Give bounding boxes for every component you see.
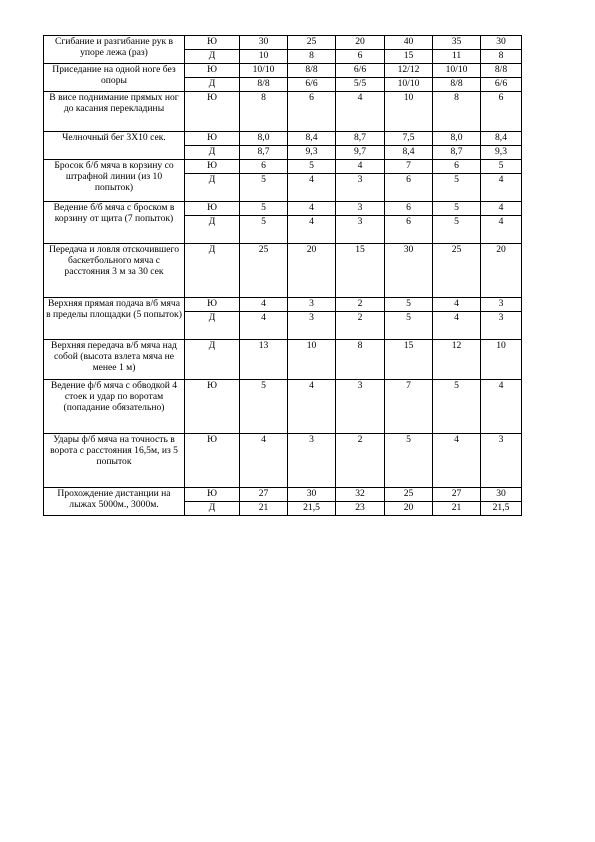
value-cell: 8: [433, 92, 481, 132]
value-cell: 4: [288, 202, 336, 216]
gender-cell: Ю: [185, 380, 240, 434]
gender-cell: Ю: [185, 298, 240, 312]
value-cell: 6/6: [336, 64, 385, 78]
value-cell: 6: [433, 160, 481, 174]
value-cell: 8/8: [288, 64, 336, 78]
value-cell: 8,0: [240, 132, 288, 146]
value-cell: 3: [288, 298, 336, 312]
value-cell: 30: [288, 488, 336, 502]
value-cell: 5: [481, 160, 522, 174]
value-cell: 6: [385, 216, 433, 244]
table-row: [44, 202, 522, 216]
table-row: [44, 244, 522, 298]
value-cell: 4: [481, 216, 522, 244]
table-row: [44, 340, 522, 380]
value-cell: 8,0: [433, 132, 481, 146]
value-cell: 25: [288, 36, 336, 50]
value-cell: 15: [385, 50, 433, 64]
value-cell: 8: [240, 92, 288, 132]
value-cell: 4: [240, 312, 288, 340]
exercise-name-cell: Верхняя передача в/б мяча над собой (высота взлета мяча не менее 1 м): [44, 340, 185, 380]
standards-table: [43, 35, 522, 516]
value-cell: 8,7: [433, 146, 481, 160]
value-cell: 20: [336, 36, 385, 50]
value-cell: 9,3: [481, 146, 522, 160]
value-cell: 8/8: [240, 78, 288, 92]
value-cell: 10: [481, 340, 522, 380]
value-cell: 8,4: [288, 132, 336, 146]
value-cell: 25: [433, 244, 481, 298]
gender-cell: Ю: [185, 160, 240, 174]
value-cell: 6/6: [288, 78, 336, 92]
value-cell: 6: [385, 174, 433, 202]
value-cell: 4: [433, 312, 481, 340]
value-cell: 4: [288, 174, 336, 202]
value-cell: 8,4: [481, 132, 522, 146]
value-cell: 15: [336, 244, 385, 298]
value-cell: 7,5: [385, 132, 433, 146]
value-cell: 4: [481, 174, 522, 202]
value-cell: 10/10: [240, 64, 288, 78]
exercise-name-cell: Приседание на одной ноге без опоры: [44, 64, 185, 92]
value-cell: 25: [385, 488, 433, 502]
table-row: [44, 36, 522, 50]
value-cell: 5: [240, 380, 288, 434]
value-cell: 9,7: [336, 146, 385, 160]
value-cell: 13: [240, 340, 288, 380]
gender-cell: Д: [185, 340, 240, 380]
value-cell: 40: [385, 36, 433, 50]
exercise-name-cell: Бросок б/б мяча в корзину со штрафной линии (из 10 попыток): [44, 160, 185, 202]
value-cell: 8/8: [433, 78, 481, 92]
value-cell: 20: [288, 244, 336, 298]
standards-table-body: [44, 36, 522, 516]
value-cell: 6: [336, 50, 385, 64]
value-cell: 3: [481, 312, 522, 340]
gender-cell: Ю: [185, 92, 240, 132]
value-cell: 3: [336, 216, 385, 244]
value-cell: 5/5: [336, 78, 385, 92]
value-cell: 6: [385, 202, 433, 216]
value-cell: 3: [481, 298, 522, 312]
table-row: [44, 434, 522, 488]
gender-cell: Д: [185, 146, 240, 160]
value-cell: 10/10: [433, 64, 481, 78]
value-cell: 4: [481, 380, 522, 434]
value-cell: 32: [336, 488, 385, 502]
value-cell: 5: [385, 312, 433, 340]
value-cell: 23: [336, 502, 385, 516]
value-cell: 8,4: [385, 146, 433, 160]
value-cell: 5: [240, 202, 288, 216]
table-row: [44, 488, 522, 502]
value-cell: 4: [433, 298, 481, 312]
value-cell: 8/8: [481, 64, 522, 78]
value-cell: 12/12: [385, 64, 433, 78]
value-cell: 6: [240, 160, 288, 174]
value-cell: 2: [336, 298, 385, 312]
exercise-name-cell: Ведение б/б мяча с броском в корзину от щита (7 попыток): [44, 202, 185, 244]
gender-cell: Д: [185, 174, 240, 202]
value-cell: 27: [240, 488, 288, 502]
gender-cell: Ю: [185, 202, 240, 216]
value-cell: 4: [240, 434, 288, 488]
value-cell: 2: [336, 312, 385, 340]
exercise-name-cell: Прохождение дистанции на лыжах 5000м., 3000м.: [44, 488, 185, 516]
value-cell: 15: [385, 340, 433, 380]
value-cell: 20: [385, 502, 433, 516]
value-cell: 6: [481, 92, 522, 132]
gender-cell: Д: [185, 244, 240, 298]
exercise-name-cell: Сгибание и разгибание рук в упоре лежа (раз): [44, 36, 185, 64]
exercise-name-cell: Ведение ф/б мяча с обводкой 4 стоек и удар по воротам (попадание обязательно): [44, 380, 185, 434]
value-cell: 4: [288, 216, 336, 244]
value-cell: 4: [336, 160, 385, 174]
value-cell: 30: [385, 244, 433, 298]
value-cell: 5: [433, 174, 481, 202]
value-cell: 3: [481, 434, 522, 488]
exercise-name-cell: Удары ф/б мяча на точность в ворота с расстояния 16,5м, из 5 попыток: [44, 434, 185, 488]
gender-cell: Д: [185, 78, 240, 92]
value-cell: 5: [288, 160, 336, 174]
value-cell: 3: [336, 202, 385, 216]
value-cell: 5: [433, 380, 481, 434]
value-cell: 4: [240, 298, 288, 312]
table-row: [44, 92, 522, 132]
value-cell: 21: [433, 502, 481, 516]
value-cell: 35: [433, 36, 481, 50]
table-row: [44, 380, 522, 434]
gender-cell: Д: [185, 502, 240, 516]
value-cell: 21,5: [481, 502, 522, 516]
value-cell: 9,3: [288, 146, 336, 160]
value-cell: 4: [288, 380, 336, 434]
gender-cell: Д: [185, 312, 240, 340]
value-cell: 8: [336, 340, 385, 380]
value-cell: 25: [240, 244, 288, 298]
value-cell: 30: [240, 36, 288, 50]
exercise-name-cell: Верхняя прямая подача в/б мяча в пределы площадки (5 попыток): [44, 298, 185, 340]
value-cell: 5: [385, 434, 433, 488]
value-cell: 5: [385, 298, 433, 312]
value-cell: 21,5: [288, 502, 336, 516]
value-cell: 3: [288, 312, 336, 340]
value-cell: 2: [336, 434, 385, 488]
gender-cell: Д: [185, 216, 240, 244]
value-cell: 5: [433, 216, 481, 244]
value-cell: 11: [433, 50, 481, 64]
value-cell: 30: [481, 488, 522, 502]
table-row: [44, 64, 522, 78]
gender-cell: Ю: [185, 132, 240, 146]
value-cell: 3: [336, 380, 385, 434]
value-cell: 10: [288, 340, 336, 380]
value-cell: 5: [433, 202, 481, 216]
value-cell: 10: [385, 92, 433, 132]
value-cell: 8,7: [336, 132, 385, 146]
value-cell: 7: [385, 160, 433, 174]
gender-cell: Д: [185, 50, 240, 64]
value-cell: 8: [288, 50, 336, 64]
value-cell: 4: [433, 434, 481, 488]
value-cell: 10: [240, 50, 288, 64]
value-cell: 30: [481, 36, 522, 50]
gender-cell: Ю: [185, 36, 240, 50]
value-cell: 3: [336, 174, 385, 202]
value-cell: 4: [481, 202, 522, 216]
value-cell: 20: [481, 244, 522, 298]
value-cell: 4: [336, 92, 385, 132]
value-cell: 8,7: [240, 146, 288, 160]
value-cell: 3: [288, 434, 336, 488]
table-row: [44, 298, 522, 312]
value-cell: 6/6: [481, 78, 522, 92]
value-cell: 12: [433, 340, 481, 380]
gender-cell: Ю: [185, 488, 240, 502]
value-cell: 6: [288, 92, 336, 132]
value-cell: 7: [385, 380, 433, 434]
value-cell: 8: [481, 50, 522, 64]
table-row: [44, 160, 522, 174]
value-cell: 21: [240, 502, 288, 516]
exercise-name-cell: Передача и ловля отскочившего баскетбольного мяча с расстояния 3 м за 30 сек: [44, 244, 185, 298]
value-cell: 5: [240, 174, 288, 202]
value-cell: 27: [433, 488, 481, 502]
exercise-name-cell: В висе поднимание прямых ног до касания перекладины: [44, 92, 185, 132]
gender-cell: Ю: [185, 434, 240, 488]
exercise-name-cell: Челночный бег 3X10 сек.: [44, 132, 185, 160]
gender-cell: Ю: [185, 64, 240, 78]
table-row: [44, 132, 522, 146]
value-cell: 10/10: [385, 78, 433, 92]
value-cell: 5: [240, 216, 288, 244]
